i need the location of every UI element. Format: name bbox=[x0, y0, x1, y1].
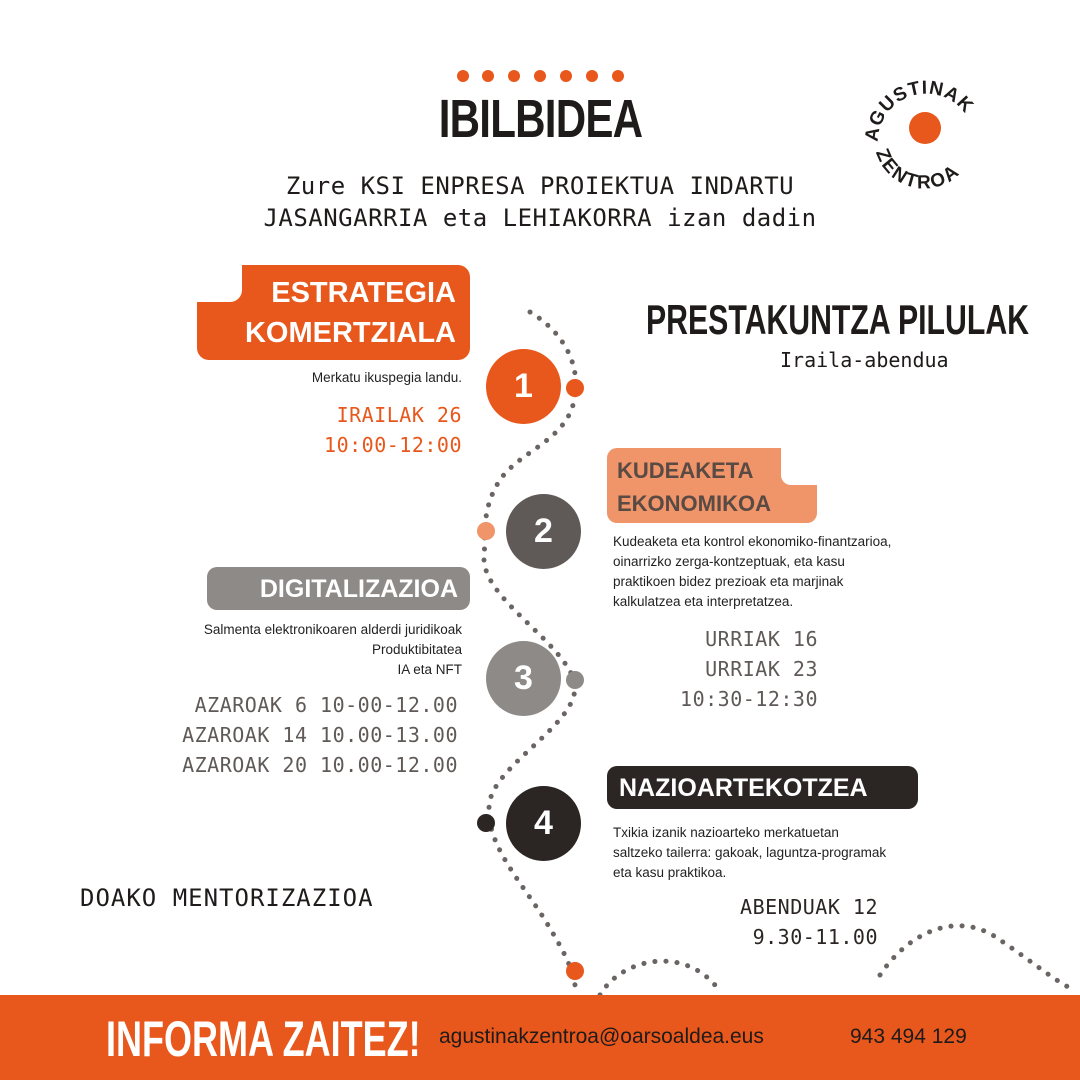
step-3-dates bbox=[150, 690, 458, 780]
logo-text-bottom: ZENTROA bbox=[870, 145, 965, 194]
step-2-pill-notch bbox=[781, 448, 817, 485]
footer-email[interactable]: agustinakzentroa@oarsoaldea.eus bbox=[439, 1025, 764, 1048]
step-1-title-line1: ESTRATEGIA bbox=[271, 277, 456, 309]
step-2-desc-line-1: Kudeaketa eta kontrol ekonomiko-finantzarioa, bbox=[613, 534, 892, 549]
step-2-description bbox=[613, 532, 963, 612]
step-2-title-line2: EKONOMIKOA bbox=[617, 491, 771, 516]
footer-phone[interactable]: 943 494 129 bbox=[850, 1025, 967, 1048]
step-1-dates bbox=[260, 400, 462, 460]
step-1-description: Merkatu ikuspegia landu. bbox=[311, 370, 462, 385]
subtitle-line-1: Zure KSI ENPRESA PROIEKTUA INDARTU bbox=[285, 172, 795, 200]
step-3-date-2: AZAROAK 14 10.00-13.00 bbox=[182, 723, 458, 747]
step-1-title-line2: KOMERTZIALA bbox=[244, 317, 456, 349]
step-4-description bbox=[613, 823, 963, 883]
step-3-desc-line-3: IA eta NFT bbox=[397, 662, 462, 677]
step-4-title-pill: NAZIOARTEKOTZEA bbox=[607, 766, 918, 809]
step-2-date-3: 10:30-12:30 bbox=[680, 687, 818, 711]
step-3-desc-line-2: Produktibitatea bbox=[371, 642, 462, 657]
step-4-number-circle: 4 bbox=[506, 786, 581, 861]
step-2-title-line1: KUDEAKETA bbox=[617, 458, 754, 483]
step-1-number-circle: 1 bbox=[486, 349, 561, 424]
step-2-date-2: URRIAK 23 bbox=[705, 657, 818, 681]
step-3-date-1: AZAROAK 6 10-00-12.00 bbox=[194, 693, 458, 717]
step-4-dates bbox=[680, 892, 878, 952]
step-1-date-2: 10:00-12:00 bbox=[324, 433, 462, 457]
step-3-title-pill: DIGITALIZAZIOA bbox=[207, 567, 470, 610]
svg-text:ZENTROA bbox=[871, 146, 964, 194]
program-title: PRESTAKUNTZA PILULAK bbox=[646, 296, 1030, 343]
step-3-date-3: AZAROAK 20 10.00-12.00 bbox=[182, 753, 458, 777]
program-period: Iraila-abendua bbox=[780, 348, 949, 372]
logo-text-top: AGUSTINAK bbox=[861, 77, 978, 143]
free-mentoring-label: DOAKO MENTORIZAZIOA bbox=[80, 884, 374, 912]
step-1-date-1: IRAILAK 26 bbox=[336, 403, 462, 427]
step-2-desc-line-4: kalkulatzea eta interpretatzea. bbox=[613, 594, 794, 609]
page-title: IBILBIDEA bbox=[438, 89, 642, 149]
step-3-number-circle: 3 bbox=[486, 641, 561, 716]
step-4-desc-line-1: Txikia izanik nazioarteko merkatuetan bbox=[613, 825, 839, 840]
footer-cta: INFORMA ZAITEZ! bbox=[106, 1011, 421, 1067]
step-3-desc-line-1: Salmenta elektronikoaren alderdi juridikoak bbox=[203, 622, 462, 637]
step-4-desc-line-2: saltzeko tailerra: gakoak, laguntza-programak bbox=[613, 845, 887, 860]
subtitle-line-2: JASANGARRIA eta LEHIAKORRA izan dadin bbox=[263, 204, 817, 232]
step-4-date-1: ABENDUAK 12 bbox=[740, 895, 878, 919]
step-2-date-1: URRIAK 16 bbox=[705, 627, 818, 651]
step-2-number-circle: 2 bbox=[506, 494, 581, 569]
agustinak-zentroa-logo bbox=[860, 70, 990, 200]
step-4-desc-line-3: eta kasu praktikoa. bbox=[613, 865, 727, 880]
step-2-desc-line-3: praktikoen bidez prezioak eta marjinak bbox=[613, 574, 844, 589]
step-2-dates bbox=[640, 624, 818, 714]
step-2-desc-line-2: oinarrizko zerga-kontzeptuak, eta kasu bbox=[613, 554, 845, 569]
step-1-pill-notch bbox=[197, 265, 242, 302]
step-4-date-2: 9.30-11.00 bbox=[752, 925, 878, 949]
step-3-description bbox=[110, 620, 462, 680]
header-dots bbox=[457, 70, 624, 82]
